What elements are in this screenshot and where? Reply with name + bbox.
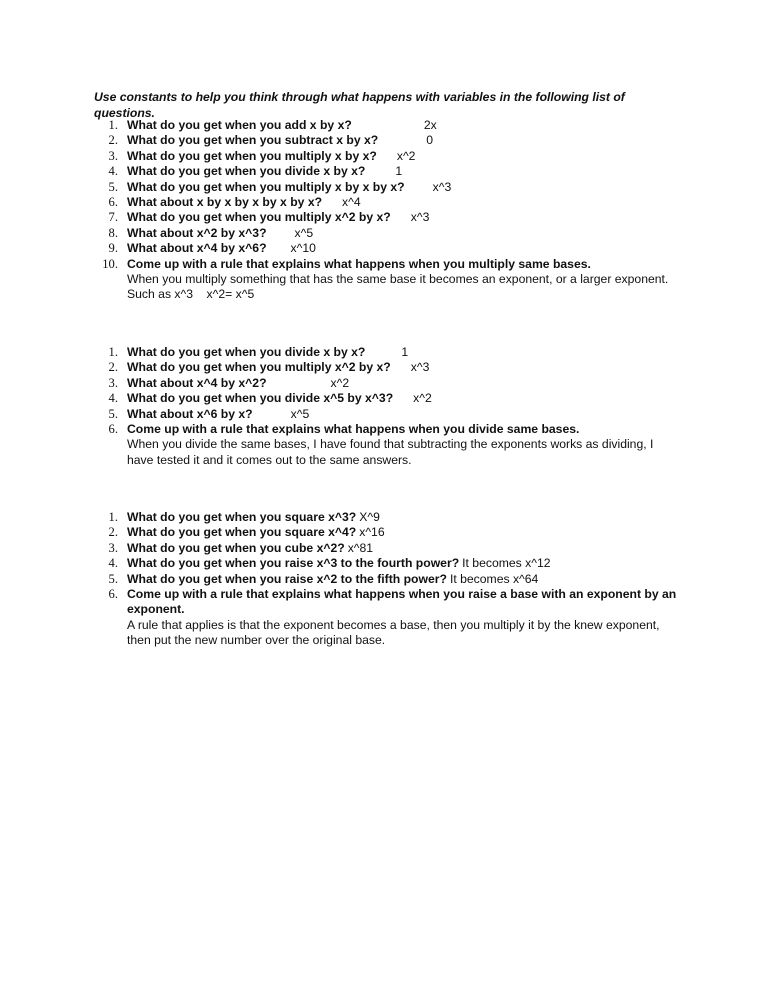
answer-text: x^3 [410,210,430,225]
question-item [0,525,768,540]
question-item [0,180,768,195]
multiply-questions-list [0,118,768,303]
question-number: 8. [108,225,118,240]
answer-text: x^4 [342,195,361,210]
question-text: What about x by x by x by x by x? [127,195,323,210]
question-item [0,407,768,422]
answer-text: x^16 [359,525,385,540]
question-text: Come up with a rule that explains what happens when you multiply same bases. [127,256,591,271]
question-number: 6. [108,422,118,437]
question-item [0,257,768,303]
question-text: What about x^6 by x? [127,406,253,421]
question-item [0,164,768,179]
question-text: What do you get when you multiply x by x by x? [127,179,405,194]
question-number: 5. [108,179,118,194]
question-text: What about x^4 by x^2? [127,375,267,390]
answer-text: 2x [423,118,437,132]
question-number: 2. [108,360,118,375]
answer-text: X^9 [359,510,380,524]
question-number: 9. [108,241,118,256]
power-questions-list [0,510,768,649]
question-number: 1. [108,118,118,132]
question-item [0,556,768,571]
rule-answer: When you multiply something that has the same base it becomes an exponent, or a larger exponent. [127,272,669,287]
question-item [0,210,768,225]
question-number: 3. [108,148,118,163]
question-item [0,149,768,164]
question-text: Come up with a rule that explains what happens when you divide same bases. [127,422,580,437]
question-text: What do you get when you multiply x by x? [127,148,377,163]
answer-text: x^5 [294,225,314,240]
question-number: 5. [108,406,118,421]
question-text: What do you get when you raise x^3 to the fourth power? [127,556,460,571]
question-number: 6. [108,587,118,602]
rule-answer: When you divide the same bases, I have found that subtracting the exponents works as dividing, I have tested it and it comes out to the same answers. [127,437,657,467]
question-number: 1. [108,510,118,524]
intro-text: Use constants to help you think through what happens with variables in the following list of questions. [94,90,625,120]
question-number: 3. [108,540,118,555]
question-item [0,195,768,210]
answer-text: x^10 [290,241,316,256]
answer-text: x^2 [413,391,432,406]
question-text: What do you get when you square x^4? [127,525,357,540]
question-text: What do you get when you square x^3? [127,510,357,524]
question-text: What do you get when you cube x^2? [127,540,345,555]
answer-text: 1 [401,345,409,359]
question-item [0,587,768,649]
question-item [0,376,768,391]
question-text: What about x^2 by x^3? [127,225,267,240]
question-number: 4. [108,391,118,406]
answer-text: 0 [426,133,433,148]
question-item [0,241,768,256]
question-number: 4. [108,556,118,571]
question-text: Come up with a rule that explains what happens when you raise a base with an exponent by an exponent. [127,587,677,617]
answer-text: x^5 [290,406,310,421]
question-text: What do you get when you raise x^2 to the fifth power? [127,571,447,586]
question-text: What do you get when you add x by x? [127,118,352,132]
question-number: 10. [102,256,118,271]
question-number: 3. [108,375,118,390]
question-item [0,391,768,406]
question-number: 7. [108,210,118,225]
rule-answer: Such as x^3 x^2= x^5 [127,287,255,302]
answer-text: x^2 [330,375,350,390]
question-number: 6. [108,195,118,210]
question-text: What do you get when you divide x by x? [127,164,366,179]
question-number: 2. [108,133,118,148]
question-item [0,226,768,241]
answer-text: x^2 [396,148,416,163]
answer-text: x^81 [347,540,374,555]
answer-text: x^3 [410,360,430,375]
question-text: What do you get when you multiply x^2 by x? [127,360,391,375]
question-number: 4. [108,164,118,179]
question-item [0,572,768,587]
question-text: What do you get when you divide x^5 by x^3? [127,391,394,406]
answer-text: It becomes x^12 [462,556,551,571]
question-text: What do you get when you divide x by x? [127,345,366,359]
question-text: What do you get when you subtract x by x? [127,133,379,148]
rule-answer: A rule that applies is that the exponent becomes a base, then you multiply it by the knew exponent, then put the new number over the original base. [127,617,663,648]
question-item [0,345,768,360]
divide-questions-list [0,345,768,468]
question-item [0,422,768,468]
answer-text: It becomes x^64 [449,571,539,586]
question-number: 2. [108,525,118,540]
answer-text: x^3 [432,179,452,194]
question-text: What about x^4 by x^6? [127,241,267,256]
answer-text: 1 [395,164,403,179]
question-item [0,133,768,148]
question-number: 1. [108,345,118,359]
question-item [0,510,768,525]
question-item [0,118,768,133]
question-item [0,541,768,556]
question-text: What do you get when you multiply x^2 by x? [127,210,391,225]
question-item [0,360,768,375]
question-number: 5. [108,571,118,586]
